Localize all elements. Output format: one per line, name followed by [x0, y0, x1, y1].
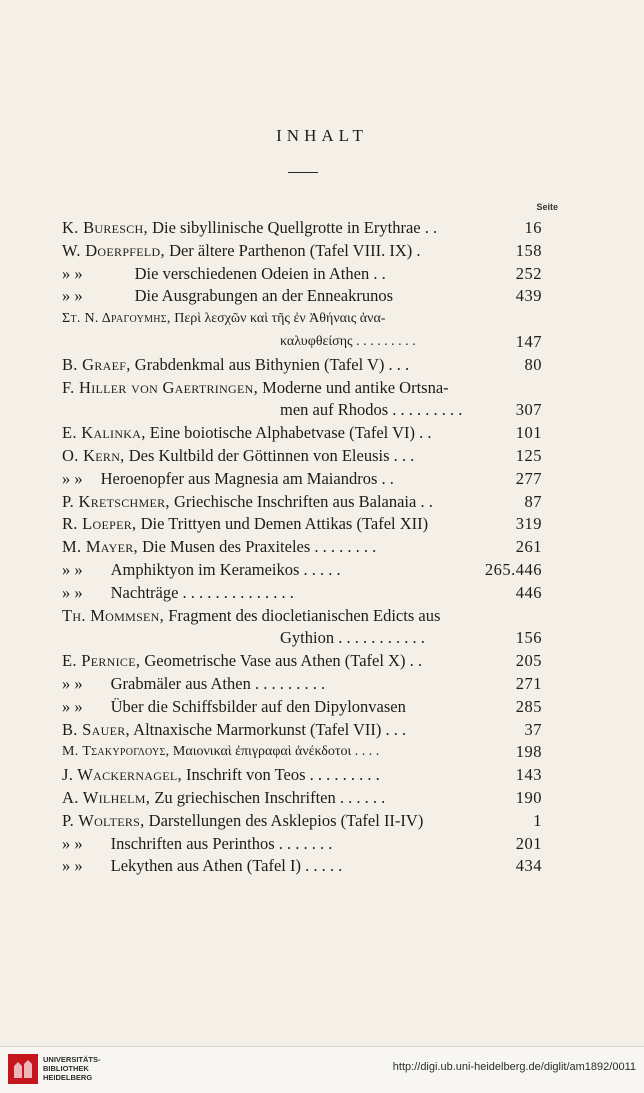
toc-entry: [62, 787, 542, 810]
toc-page-number: 277: [515, 468, 542, 488]
toc-page-number: 434: [515, 856, 542, 876]
toc-page-number: 319: [515, 514, 542, 534]
toc-entry-text: [280, 627, 425, 650]
toc-entry: [62, 559, 542, 582]
toc-page-number: 37: [524, 719, 542, 739]
toc-entry-text: [62, 445, 414, 468]
toc-title: Die sibyllinische Quellgrotte in Erythrae . .: [147, 218, 438, 237]
toc-entry-text: [62, 673, 325, 696]
toc-page-number: 147: [515, 331, 542, 351]
ditto-mark: » »: [62, 286, 83, 306]
toc-entry: [62, 673, 542, 696]
toc-entry-text: [62, 833, 332, 856]
toc-author: E. Pernice,: [62, 651, 141, 671]
toc-title: Fragment des diocletianischen Edicts aus: [164, 605, 441, 625]
toc-title: Des Kultbild der Göttinnen von Eleusis . . .: [124, 445, 415, 465]
toc-entry: [62, 719, 542, 742]
toc-title: Lekythen aus Athen (Tafel I) . . . . .: [110, 856, 343, 876]
page-column-label: Seite: [536, 202, 558, 212]
toc-entry-text: [62, 741, 379, 764]
toc-entry: [62, 331, 542, 354]
toc-entry-text: [62, 354, 409, 377]
toc-title: Inschrift von Teos . . . . . . . . .: [181, 765, 380, 785]
toc-title: men auf Rhodos . . . . . . . . .: [280, 400, 463, 420]
toc-author: F. Hiller von Gaertringen,: [62, 377, 259, 397]
toc-entry-text: [62, 491, 433, 514]
toc-author: E. Kalinka,: [62, 423, 146, 443]
toc-title: Grabdenkmal aus Bithynien (Tafel V) . . .: [130, 354, 410, 374]
toc-entry: [62, 422, 542, 445]
toc-page-number: 271: [515, 673, 542, 693]
toc-entry-text: [62, 650, 422, 673]
toc-author: R. Loeper,: [62, 514, 137, 534]
toc-entry: [62, 491, 542, 514]
toc-page-number: 190: [515, 787, 542, 807]
library-name-line: BIBLIOTHEK: [43, 1064, 89, 1073]
toc-title: Die Ausgrabungen an der Enneakrunos: [134, 286, 394, 306]
toc-entry-text: [62, 240, 421, 263]
toc-author: M. Mayer,: [62, 537, 138, 557]
toc-entry-text: [280, 399, 462, 422]
toc-entry: [62, 399, 542, 422]
library-logo-icon: [8, 1054, 38, 1084]
toc-entry: [62, 217, 542, 240]
title-divider: [288, 172, 318, 173]
toc-entry-text: [62, 582, 294, 605]
toc-title: Moderne und antike Ortsna-: [258, 377, 449, 397]
toc-page-number: 156: [515, 628, 542, 648]
ditto-mark: » »: [62, 559, 83, 579]
toc-author: Th. Mommsen,: [62, 605, 165, 625]
toc-entry-text: [62, 468, 394, 491]
toc-entry-text: [62, 764, 380, 787]
library-name: [43, 1055, 101, 1082]
toc-title: Zu griechischen Inschriften . . . . . .: [150, 787, 386, 807]
toc-entry: [62, 764, 542, 787]
page-title: INHALT: [276, 126, 368, 145]
toc-author: B. Sauer,: [62, 719, 130, 739]
toc-entry-text: [62, 377, 449, 400]
toc-entry-text: [62, 787, 385, 810]
toc-author: W. Doerpfeld,: [62, 240, 165, 260]
toc-entry: [62, 696, 542, 719]
toc-title: Nachträge . . . . . . . . . . . . . .: [110, 582, 294, 602]
toc-entry-text: [62, 719, 406, 742]
ditto-mark: » »: [62, 696, 83, 716]
toc-entry-text: [62, 696, 406, 719]
toc-page-number: 307: [515, 400, 542, 420]
toc-entry: [62, 263, 542, 286]
toc-title: Inschriften aus Perinthos . . . . . . .: [110, 833, 333, 853]
toc-page-number: 439: [515, 286, 542, 306]
ditto-mark: » »: [62, 468, 83, 488]
toc-title: Amphiktyon im Kerameikos . . . . .: [110, 559, 341, 579]
toc-page-number: 201: [515, 833, 542, 853]
toc-page-number: 101: [515, 423, 542, 443]
ditto-mark: » »: [62, 833, 83, 853]
permalink-url[interactable]: http://digi.ub.uni-heidelberg.de/diglit/am1892/0011: [392, 1061, 636, 1073]
toc-page-number: 125: [515, 445, 542, 465]
toc-title: Der ältere Parthenon (Tafel VIII. IX) .: [164, 240, 421, 260]
toc-entry: [62, 513, 542, 536]
toc-title: καλυφθείσης . . . . . . . . .: [280, 333, 416, 349]
ditto-mark: » »: [62, 582, 83, 602]
toc-entry: [62, 354, 542, 377]
toc-entry: [62, 627, 542, 650]
toc-page-number: 198: [515, 742, 542, 762]
toc-entry-text: [62, 559, 341, 582]
table-of-contents: [62, 217, 542, 878]
toc-page-number: 158: [515, 240, 542, 260]
toc-author: P. Kretschmer,: [62, 491, 170, 511]
toc-author: Στ. Ν. Δραγουμης,: [62, 311, 171, 327]
toc-author: K. Buresch,: [62, 218, 148, 237]
toc-entry: [62, 308, 542, 331]
toc-entry-text: [62, 422, 432, 445]
toc-title: Altnaxische Marmorkunst (Tafel VII) . . .: [129, 719, 407, 739]
toc-entry-text: [62, 855, 342, 878]
toc-page-number: 87: [524, 491, 542, 511]
toc-entry-text: [280, 331, 416, 354]
toc-entry-text: [62, 217, 437, 240]
library-name-line: HEIDELBERG: [43, 1073, 93, 1082]
toc-page-number: 143: [515, 765, 542, 785]
toc-entry: [62, 240, 542, 263]
toc-title: Darstellungen des Asklepios (Tafel II-IV): [144, 810, 424, 830]
toc-title: Griechische Inschriften aus Balanaia . .: [169, 491, 433, 511]
toc-entry: [62, 377, 542, 400]
toc-entry: [62, 285, 542, 308]
toc-title: Μαιονικαὶ ἐπιγραφαὶ ἀνέκδοτοι . . . .: [169, 744, 380, 760]
toc-page-number: 205: [515, 651, 542, 671]
toc-page-number: 1: [533, 810, 542, 830]
toc-title: Die Trittyen und Demen Attikas (Tafel XII): [136, 514, 429, 534]
ditto-mark: » »: [62, 263, 83, 283]
toc-title: Geometrische Vase aus Athen (Tafel X) . .: [140, 651, 422, 671]
toc-title: Gythion . . . . . . . . . . .: [280, 628, 425, 648]
toc-author: J. Wackernagel,: [62, 765, 182, 785]
ditto-mark: » »: [62, 673, 83, 693]
toc-entry: [62, 582, 542, 605]
toc-entry: [62, 741, 542, 764]
toc-entry: [62, 810, 542, 833]
toc-entry-text: [62, 285, 393, 308]
toc-entry-text: [62, 605, 440, 628]
toc-entry: [62, 650, 542, 673]
library-name-line: UNIVERSITÄTS-: [43, 1055, 101, 1064]
toc-entry: [62, 445, 542, 468]
toc-entry-text: [62, 513, 428, 536]
toc-entry-text: [62, 810, 423, 833]
toc-entry: [62, 605, 542, 628]
toc-author: B. Graef,: [62, 354, 131, 374]
toc-page-number: 80: [524, 354, 542, 374]
toc-author: P. Wolters,: [62, 810, 145, 830]
toc-entry: [62, 855, 542, 878]
toc-entry-text: [62, 263, 386, 286]
toc-title: Die verschiedenen Odeien in Athen . .: [134, 263, 386, 283]
toc-title: Die Musen des Praxiteles . . . . . . . .: [137, 537, 377, 557]
toc-page-number: 265.446: [484, 559, 542, 579]
toc-author: A. Wilhelm,: [62, 787, 151, 807]
ditto-mark: » »: [62, 856, 83, 876]
toc-title: Eine boiotische Alphabetvase (Tafel VI) . .: [145, 423, 432, 443]
toc-entry: [62, 833, 542, 856]
toc-title: Περὶ λεσχῶν καὶ τῆς ἐν Ἀθήναις ἀνα-: [170, 311, 386, 327]
toc-entry: [62, 536, 542, 559]
toc-page-number: 252: [515, 263, 542, 283]
toc-page-number: 446: [515, 582, 542, 602]
toc-page-number: 261: [515, 537, 542, 557]
toc-title: Grabmäler aus Athen . . . . . . . . .: [110, 673, 326, 693]
toc-author: O. Kern,: [62, 445, 125, 465]
toc-page-number: 16: [524, 218, 542, 237]
toc-title: Heroenopfer aus Magnesia am Maiandros . .: [100, 468, 394, 488]
toc-author: M. Τσακυρογλους,: [62, 744, 170, 760]
toc-entry-text: [62, 536, 376, 559]
toc-entry: [62, 468, 542, 491]
toc-title: Über die Schiffsbilder auf den Dipylonvasen: [110, 696, 406, 716]
toc-entry-text: [62, 308, 385, 331]
viewer-footer: [0, 1046, 644, 1093]
toc-page-number: 285: [515, 696, 542, 716]
